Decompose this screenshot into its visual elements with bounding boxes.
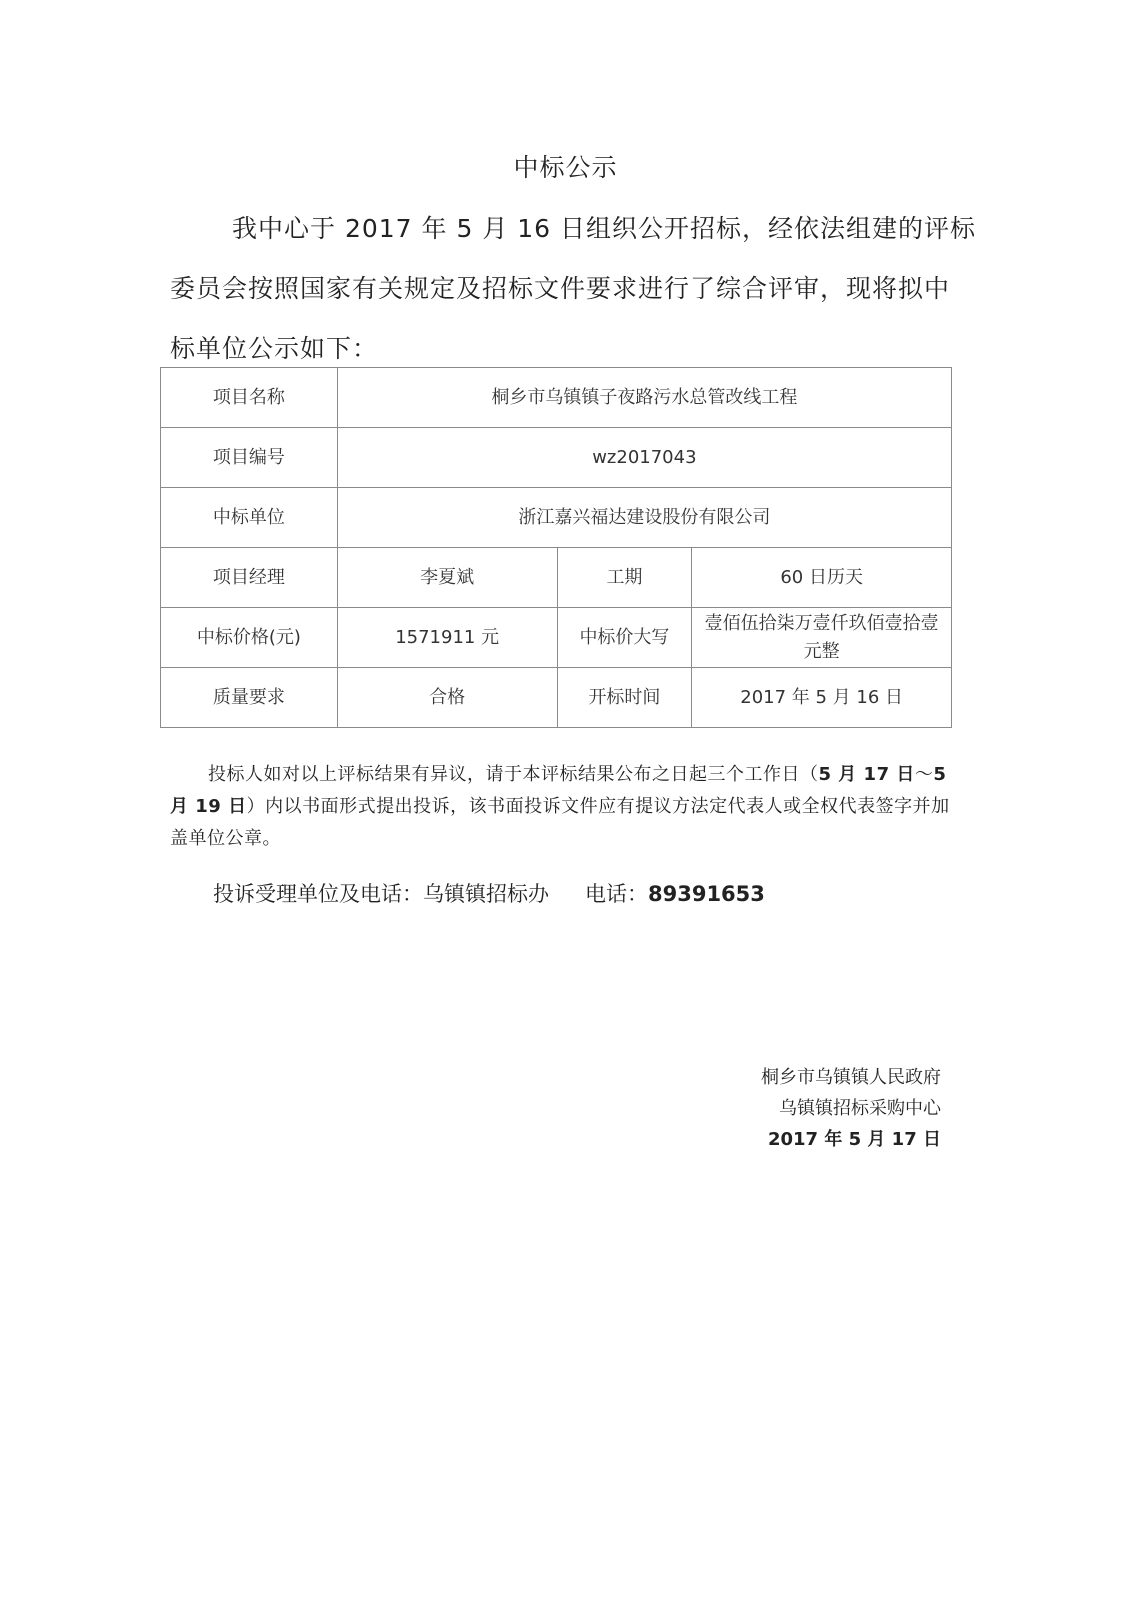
- project-name-value: 桐乡市乌镇镇子夜路污水总管改线工程: [337, 368, 951, 428]
- notice-text-part2: ）内以书面形式提出投诉，该书面投诉文件应有提议方法定代表人或全权代表签字并加盖单位公章。: [170, 796, 950, 849]
- notice-text-part1: 投标人如对以上评标结果有异议，请于本评标结果公布之日起三个工作日（: [208, 764, 819, 785]
- intro-line: 委员会按照国家有关规定及招标文件要求进行了综合评审，现将拟中: [170, 274, 951, 303]
- manager-value: 李夏斌: [337, 548, 557, 608]
- signature-org-1: 桐乡市乌镇镇人民政府: [761, 1067, 941, 1088]
- winner-label: 中标单位: [161, 488, 338, 548]
- notice-range-end: 5 月 19 日: [170, 764, 947, 817]
- quality-label: 质量要求: [161, 668, 338, 728]
- intro-line: 我中心于 2017 年 5 月 16 日组织公开招标，经依法组建的评标: [232, 214, 977, 243]
- project-code-label: 项目编号: [161, 428, 338, 488]
- bid-result-table: [160, 367, 952, 728]
- opening-date-value: 2017 年 5 月 16 日: [692, 668, 952, 728]
- winner-value: 浙江嘉兴福达建设股份有限公司: [337, 488, 951, 548]
- signature-block: [761, 1062, 941, 1155]
- complaint-contact: [213, 878, 765, 908]
- table-row: [161, 488, 952, 548]
- project-code-value: wz2017043: [337, 428, 951, 488]
- price-label: 中标价格(元): [161, 608, 338, 668]
- table-row: [161, 428, 952, 488]
- duration-label: 工期: [557, 548, 692, 608]
- complaint-label: 投诉受理单位及电话：乌镇镇招标办: [213, 882, 549, 906]
- price-words-value: 壹佰伍拾柒万壹仟玖佰壹拾壹元整: [692, 608, 952, 668]
- objection-notice: [170, 759, 950, 855]
- intro-line: 标单位公示如下：: [170, 334, 379, 363]
- duration-value: 60 日历天: [692, 548, 952, 608]
- phone-number: 89391653: [648, 882, 765, 906]
- quality-value: 合格: [337, 668, 557, 728]
- notice-range-separator: ～: [914, 764, 934, 785]
- table-row: [161, 608, 952, 668]
- intro-paragraph: [170, 199, 977, 379]
- phone-label: 电话：: [585, 882, 648, 906]
- document-title: 中标公示: [513, 153, 618, 182]
- signature-org-2: 乌镇镇招标采购中心: [779, 1098, 941, 1119]
- table-row: [161, 368, 952, 428]
- price-words-label: 中标价大写: [557, 608, 692, 668]
- opening-label: 开标时间: [557, 668, 692, 728]
- price-value: 1571911 元: [337, 608, 557, 668]
- notice-range-start: 5 月 17 日: [818, 764, 915, 785]
- table-row: [161, 548, 952, 608]
- signature-date: 2017 年 5 月 17 日: [767, 1129, 941, 1150]
- manager-label: 项目经理: [161, 548, 338, 608]
- table-row: [161, 668, 952, 728]
- project-name-label: 项目名称: [161, 368, 338, 428]
